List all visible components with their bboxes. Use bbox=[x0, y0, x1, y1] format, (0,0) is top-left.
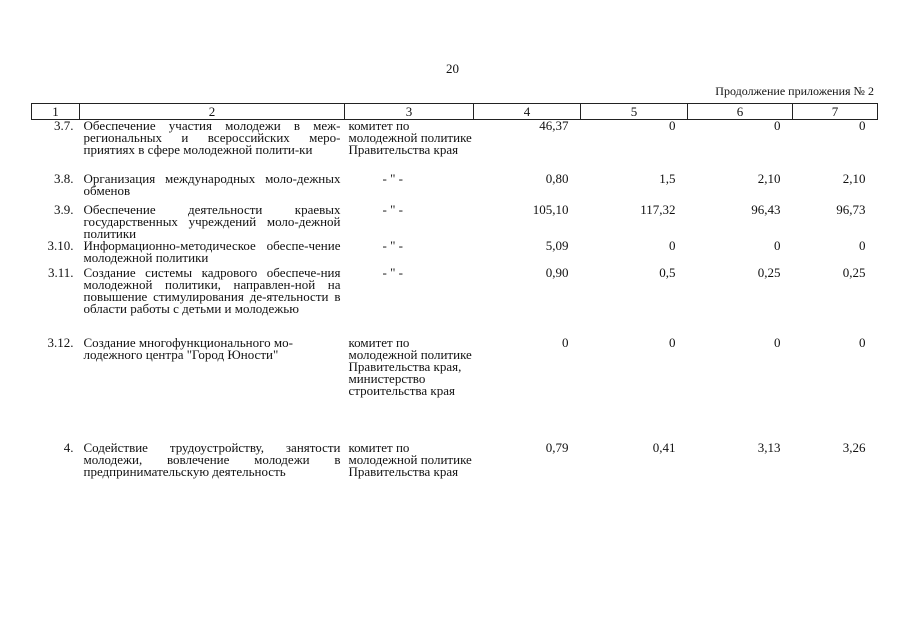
table-row bbox=[32, 240, 878, 267]
appendix-table bbox=[31, 103, 878, 512]
row-responsible: - " - bbox=[382, 171, 403, 186]
row-responsible: - " - bbox=[382, 265, 403, 280]
row-value-5: 0,5 bbox=[659, 265, 676, 280]
row-value-6: 96,43 bbox=[751, 202, 781, 217]
header-col-1: 1 bbox=[32, 104, 80, 120]
header-col-7: 7 bbox=[793, 104, 878, 120]
table-body bbox=[32, 120, 878, 513]
row-name: Информационно-методическое обеспе-чение молодежной политики bbox=[83, 238, 341, 265]
row-value-4: 5,09 bbox=[545, 238, 569, 253]
row-name: Содействие трудоустройству, занятости молодежи, вовлечение молодежи в предпринимательскую деятельность bbox=[83, 440, 341, 479]
row-value-4: 0,80 bbox=[545, 171, 569, 186]
row-name: Организация международных моло-дежных обменов bbox=[83, 171, 341, 198]
page-number: 20 bbox=[446, 61, 459, 76]
table-row bbox=[32, 120, 878, 174]
row-value-6: 0 bbox=[774, 238, 781, 253]
continuation-label: Продолжение приложения № 2 bbox=[715, 84, 874, 98]
row-number: 3.12. bbox=[47, 335, 74, 350]
table-row bbox=[32, 337, 878, 442]
row-number: 3.9. bbox=[54, 202, 74, 217]
header-col-3: 3 bbox=[345, 104, 474, 120]
header-col-5: 5 bbox=[581, 104, 688, 120]
row-value-4: 0 bbox=[562, 335, 569, 350]
header-col-4: 4 bbox=[474, 104, 581, 120]
table-row bbox=[32, 173, 878, 204]
table-row bbox=[32, 204, 878, 240]
row-value-6: 3,13 bbox=[757, 440, 781, 455]
row-responsible: - " - bbox=[382, 238, 403, 253]
header-col-2: 2 bbox=[80, 104, 345, 120]
row-value-7: 0,25 bbox=[842, 265, 866, 280]
row-number: 4. bbox=[63, 440, 74, 455]
row-value-7: 96,73 bbox=[836, 202, 866, 217]
row-value-5: 1,5 bbox=[659, 171, 676, 186]
row-value-4: 0,79 bbox=[545, 440, 569, 455]
row-value-7: 0 bbox=[859, 335, 866, 350]
row-responsible: - " - bbox=[382, 202, 403, 217]
row-name: Создание многофункционального мо-лодежного центра "Город Юности" bbox=[83, 335, 293, 362]
row-name: Обеспечение участия молодежи в меж-региональных и всероссийских меро-приятиях в сфере молодежной полити-ки bbox=[83, 118, 341, 157]
row-number: 3.7. bbox=[54, 118, 74, 133]
row-value-5: 117,32 bbox=[640, 202, 676, 217]
row-responsible: комитет по молодежной политике Правительства края, министерство строительства края bbox=[348, 335, 472, 398]
table-row bbox=[32, 267, 878, 337]
row-responsible: комитет по молодежной политике Правительства края bbox=[348, 118, 472, 157]
row-value-7: 3,26 bbox=[842, 440, 866, 455]
row-value-5: 0,41 bbox=[652, 440, 676, 455]
row-value-4: 46,37 bbox=[539, 118, 569, 133]
row-value-7: 0 bbox=[859, 118, 866, 133]
row-value-4: 105,10 bbox=[532, 202, 569, 217]
row-number: 3.11. bbox=[47, 265, 74, 280]
row-number: 3.8. bbox=[54, 171, 74, 186]
row-name: Обеспечение деятельности краевых государственных учреждений моло-дежной политики bbox=[83, 202, 341, 241]
row-name: Создание системы кадрового обеспече-ния молодежной политики, направлен-ной на повышение стимулирования де-ятельности в области работы с детьми и молодежью bbox=[83, 265, 341, 316]
row-value-6: 2,10 bbox=[757, 171, 781, 186]
row-value-7: 0 bbox=[859, 238, 866, 253]
row-value-6: 0 bbox=[774, 118, 781, 133]
row-value-6: 0 bbox=[774, 335, 781, 350]
row-responsible: комитет по молодежной политике Правительства края bbox=[348, 440, 472, 479]
row-value-7: 2,10 bbox=[842, 171, 866, 186]
row-value-6: 0,25 bbox=[757, 265, 781, 280]
row-value-5: 0 bbox=[669, 335, 676, 350]
row-number: 3.10. bbox=[47, 238, 74, 253]
row-value-4: 0,90 bbox=[545, 265, 569, 280]
row-value-5: 0 bbox=[669, 118, 676, 133]
row-value-5: 0 bbox=[669, 238, 676, 253]
header-col-6: 6 bbox=[688, 104, 793, 120]
table-row bbox=[32, 442, 878, 512]
